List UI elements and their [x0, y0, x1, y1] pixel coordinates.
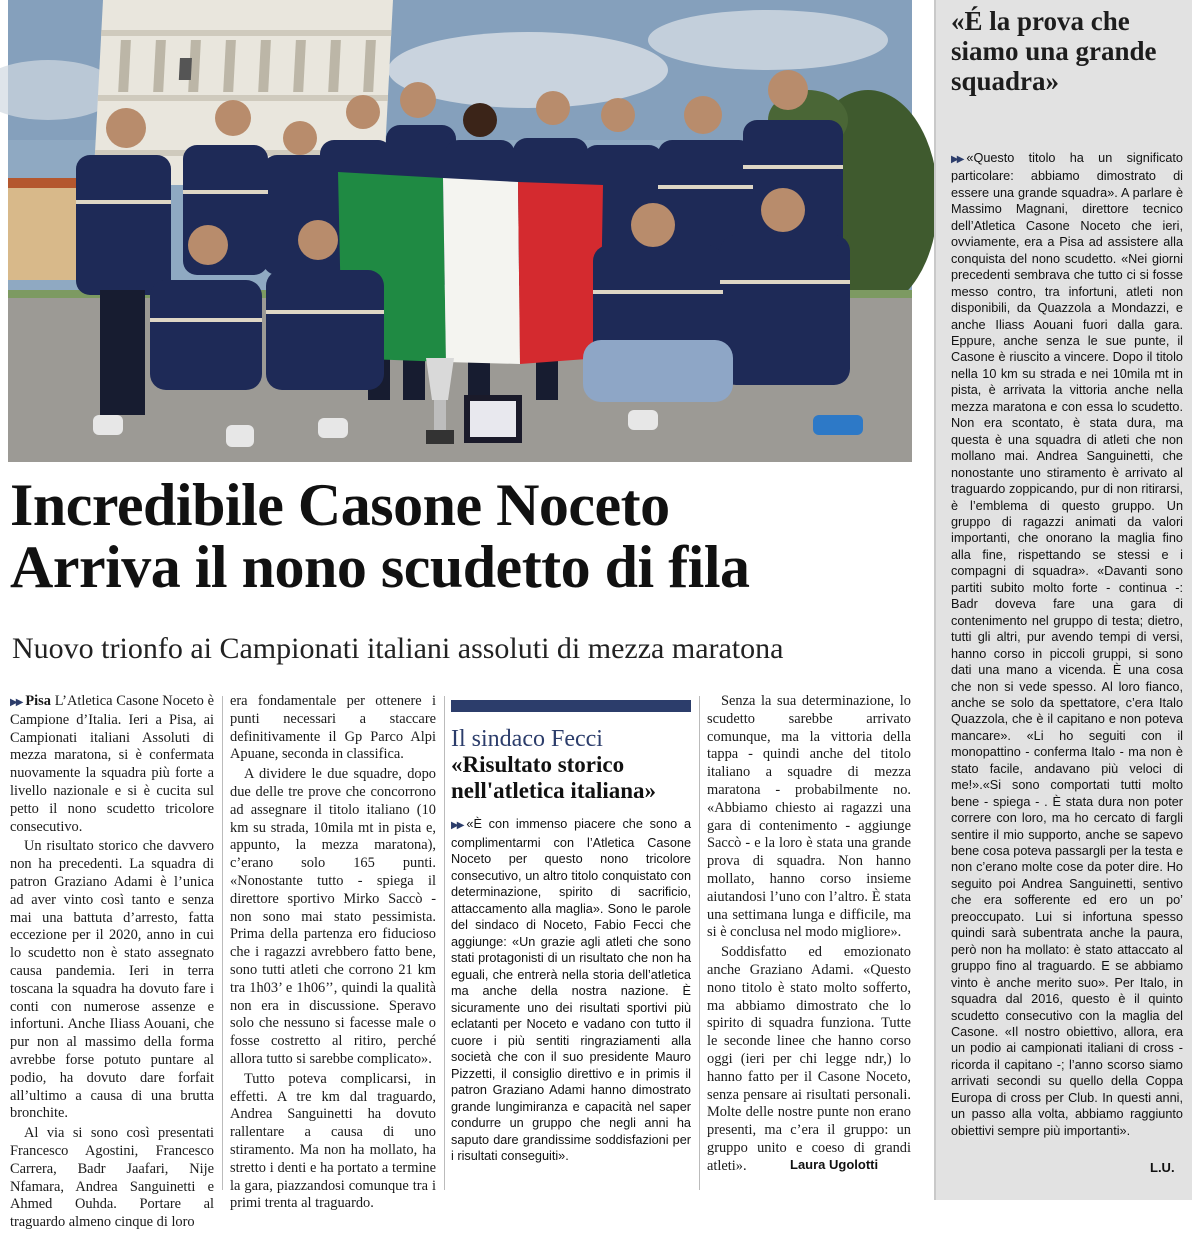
right-sidebar-edge: [934, 0, 936, 1200]
paragraph: Un risultato storico che davvero non ha precedenti. La squadra di patron Graziano Adami è l’unica ad aver vinto così tanto e senza mai una battuta d’arresto, fatta eccezione per il 2020, anno in cui lo scudetto non è stato assegnato causa pandemia. Ieri in terra toscana la squadra ha dovuto fare i conti con numerose assenze e infortuni. Anche Iliass Aouani, che pur non al massimo della forma avrebbe forse potuto puntare al podio, ha dovuto dare forfait all’ultimo a causa di una brutta bronchite.: [10, 838, 214, 1122]
author-signature: Laura Ugolotti: [790, 1157, 879, 1172]
paragraph-marker-icon: ▶▶: [451, 820, 463, 831]
paragraph-text: L’Atletica Casone Noceto è Campione d’Italia. Ieri a Pisa, ai Campionati italiani Assoluti di mezza maratona, si è confermata nuovamente la squadra più forte a livello nazionale e si è cucita sul petto il nono scudetto tricolore consecutivo.: [10, 693, 214, 835]
right-sidebar-quote: «Questo titolo ha un significato particolare: abbiamo dimostrato di essere una grande squadra». A parlare è Massimo Magnani, direttore tecnico dell’Atletica Casone Noceto che ieri, ovviamente, era a Pisa ad assistere alla conquista del nono scudetto. «Nei giorni precedenti sembrava che tutto ci si fosse messo contro, tra infortuni, atleti non disponibili, da Quazzola a Mondazzi, e anche Iliass Aouani fuori dalla gara. Eppure, anche senza le sue punte, il Casone è riuscito a vincere. Dopo il titolo nella 10 km su strada e nei 10mila mt in pista, è arrivata la vittoria anche nella mezza maratona e con essa lo scudetto. Non era scontato, è stata dura, ma questa è una squadra di atleti che non mollano mai. Andrea Sanguinetti, che nonostante uno stiramento è arrivato al traguardo zoppicando, pur di non ritirarsi, è l’emblema di questo gruppo. Un gruppo di ragazzi animati da valori importanti, che onorano la maglia fino alla fine, rispettando se stessi e i compagni di squadra». «Davanti sono partiti subito molto forte - continua -: Badr doveva fare una gara di contenimento nel gruppo di testa; dietro, tutti gli altri, pur avendo tempi di versi, hanno corso in piccoli gruppi, si sono dati una mano a vicenda. È una cosa che non si vede spesso. Al loro fianco, anche se solo da spettatore, c’era Italo Quazzola, che è il capitano e non poteva mancare». «Li ho seguiti con il monopattino - conferma Italo - ma non è stato facile, andavano più veloci di me!».«Si sono comportati tutti molto bene - spiega - . È stata dura non poter correre con loro, ma ho cercato di fargli sentire il mio supporto, anche se sapevo bene cosa poteva passargli per la testa e non c’erano molte cose da poter dire. Ho seguito poi Andrea Sanguinetti, sentivo che era sofferente ed ero un po’ preoccupato. Lui si infortuna spesso quindi sarà subentrata anche la paura, però non ha mollato: è stato attaccato al gruppo fino al traguardo. E se abbiamo vinto è anche merito suo». Per Italo, in squadra dal 2016, questo è il quinto scudetto consecutivo con la maglia del Casone. «Il nostro obiettivo, allora, era un podio ai campionati italiani di cross - ricorda il capitano -; l’anno scorso siamo arrivati secondi su quello della Coppa Europa di cross per Club. In questi anni, un passo alla volta, abbiamo raggiunto obiettivi sempre più importanti».: [951, 151, 1183, 1138]
cloud: [648, 10, 888, 70]
headline-line-2: Arriva il nono scudetto di fila: [10, 534, 750, 600]
mayor-text: [451, 816, 691, 1165]
mayor-quote: «È con immenso piacere che sono a complimentarmi con l’Atletica Casone Noceto per questo nono tricolore consecutivo, un altro titolo conquistato con determinazione, spirito di sacrificio, attaccamento alla maglia». Sono le parole del sindaco di Noceto, Fabio Fecci che aggiunge: «Un grazie agli atleti che sono stati protagonisti di un risultato che non ha eguali, che entrerà nella storia dell’atletica ma anche della nostra nazione. È sicuramente uno dei risultati sportivi più eclatanti per Noceto e vadano con tutto il cuore i più sentiti ringraziamenti alla società che con il suo presidente Mauro Pizzetti, il consiglio direttivo e in primis il patron Graziano Adami hanno dimostrato grande lungimiranza e capacità nel saper condurre un gruppo che negli anni ha saputo dare grandissime soddisfazioni per i risultati conseguiti».: [451, 817, 691, 1163]
team-photo: [8, 0, 912, 462]
paragraph-marker-icon: ▶▶: [10, 697, 22, 708]
dateline: Pisa: [25, 693, 51, 709]
article-column-1: [10, 693, 214, 1234]
column-divider: [699, 696, 700, 1190]
building: [8, 185, 83, 280]
paragraph: Soddisfatto ed emozionato anche Graziano Adami. «Questo nono titolo è stato molto sofferto, ma abbiamo dimostrato che lo spirito di squadra funziona. Tutte le seconde linee che hanno corso oggi (ieri per chi legge ndr,) lo hanno fatto per il Casone Noceto, senza pensare ai risultati personali. Molte delle nostre punte non erano presenti, ma c’era il gruppo: un gruppo unito e coeso di grandi atleti».: [707, 944, 911, 1174]
paragraph: Al via si sono così presentati Francesco Agostini, Francesco Carrera, Badr Jaafari, Nije Nfamara, Andrea Sanguinetti e Ahmed Ouhda. Portare al traguardo almeno cinque di loro: [10, 1125, 214, 1231]
paragraph: [10, 693, 214, 836]
article-column-4: [707, 693, 911, 1178]
paragraph: Tutto poteva complicarsi, in effetti. A tre km dal traguardo, Andrea Sanguinetti ha dovuto rallentare a causa di uno stiramento. Ma non ha mollato, ha stretto i denti e ha portato a termine la gara, piazzandosi comunque tra i primi trenta al traguardo.: [230, 1070, 436, 1212]
paragraph: era fondamentale per ottenere i punti necessari a staccare definitivamente il Gp Parco Alpi Apuane, seconda in classifica.: [230, 693, 436, 763]
headline-line-1: Incredibile Casone Noceto: [10, 472, 670, 538]
paragraph: Senza la sua determinazione, lo scudetto sarebbe arrivato comunque, ma la vittoria della tappa - quindi anche del titolo italiano a squadre di mezza maratona - probabilmente no. «Abbiamo chiesto ai ragazzi una gara di contenimento - aggiunge Saccò - e la loro è stata una grande prova di squadra. Non hanno mollato, hanno corso insieme aiutandosi l’uno con l’altro. È stata una settimana lunga e difficile, ma si è conclusa nel modo migliore».: [707, 693, 911, 941]
paragraph-marker-icon: ▶▶: [951, 154, 963, 165]
right-sidebar-signature: L.U.: [1150, 1160, 1175, 1175]
article-column-2: [230, 693, 436, 1215]
mayor-sidebar: [451, 700, 691, 1165]
paragraph: A dividere le due squadre, dopo due delle tre prove che concorrono ad assegnare il titolo italiano (10 km su strada, 10mila mt in pista e, appunto, la mezza maratona), c’erano solo 165 punti. «Nonostante tutto - spiega il direttore sportivo Mirko Saccò - non sono mai stato pessimista. Prima della partenza ero fiducioso che i ragazzi avrebbero fatto bene, sono tutti atleti che corrono 21 km tra 1h03’ e 1h06’’, quindi la qualità non era in discussione. Speravo solo che nessuno si facesse male o fosse costretto al ritiro, perché allora tutto si sarebbe complicato».: [230, 766, 436, 1067]
jeans: [583, 340, 733, 402]
mayor-sidebar-bar: [451, 700, 691, 712]
column-divider: [222, 696, 223, 1190]
team-photo-illustration: [8, 0, 912, 462]
right-sidebar-title: «É la prova che siamo una grande squadra»: [951, 6, 1157, 96]
subheadline: Nuovo trionfo ai Campionati italiani assoluti di mezza maratona: [12, 632, 784, 665]
column-divider: [444, 696, 445, 1190]
mayor-title: «Risultato storico nell'atletica italiana»: [451, 752, 657, 803]
right-sidebar-text: [951, 150, 1183, 1139]
headline: [10, 474, 915, 598]
mayor-kicker: Il sindaco Fecci: [451, 726, 603, 752]
